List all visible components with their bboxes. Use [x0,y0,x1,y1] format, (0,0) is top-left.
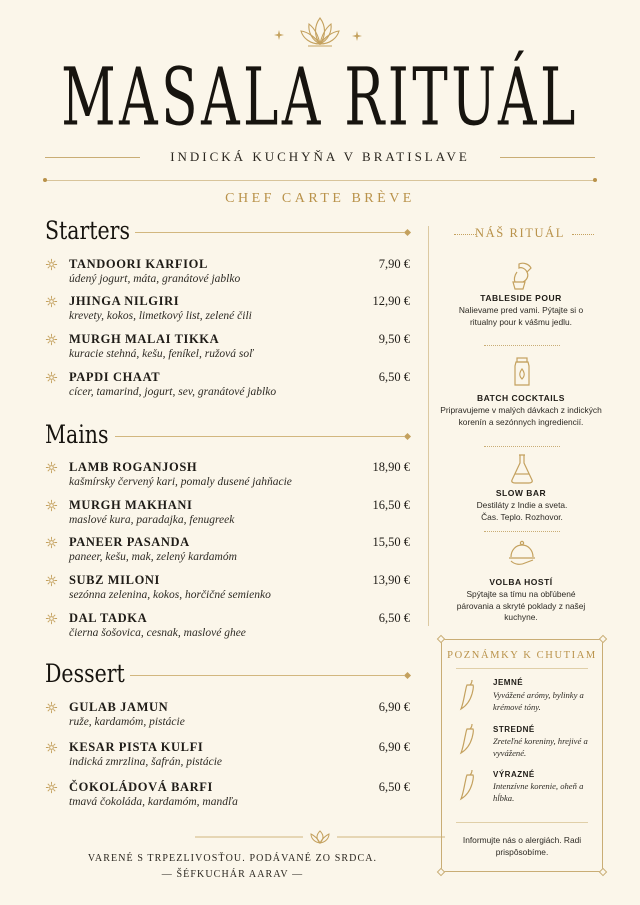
item-description: ruže, kardamóm, pistácie [69,716,185,728]
flask-icon [505,452,539,486]
menu-item [45,781,410,815]
item-name: DAL TADKA [69,611,148,625]
flower-icon [45,499,58,512]
chili-icon [458,768,480,802]
carte-label: CHEF CARTE BRÈVE [225,191,415,206]
ritual-item-description: Spýtajte sa tímu na obľúbené párovania a skryté poklady z našej kuchyne. [456,589,586,622]
item-name: KESAR PISTA KULFI [69,740,204,754]
lotus-icon [298,14,342,50]
flower-icon [45,258,58,271]
item-description: čierna šošovica, cesnak, maslové ghee [69,627,246,639]
header-divider [45,180,595,181]
item-price: 15,50 € [372,535,410,549]
sparkle-icon [352,31,362,41]
item-name: TANDOORI KARFIOL [69,257,208,271]
section-title: Mains [45,420,109,449]
chili-icon [458,678,480,712]
item-name: LAMB ROGANJOSH [69,460,198,474]
ritual-item-title: TABLESIDE POUR [480,293,562,303]
item-price: 6,50 € [378,370,410,384]
item-price: 13,90 € [372,573,410,587]
item-name: MURGH MALAI TIKKA [69,332,220,346]
section-title: Starters [45,216,130,245]
item-description: kuracie stehná, kešu, feníkel, ružová soľ [69,348,254,360]
flavor-notes-box [441,639,603,872]
item-price: 7,90 € [378,257,410,271]
item-price: 6,90 € [378,740,410,754]
section-header-starters [45,216,410,250]
menu-item [45,536,410,570]
notes-title: POZNÁMKY K CHUTIAM [447,650,597,661]
flower-icon [45,536,58,549]
menu-item [45,295,410,329]
flower-icon [45,295,58,308]
menu-item [45,701,410,735]
menu-item [45,574,410,608]
flower-icon [45,371,58,384]
chili-icon [458,722,480,756]
ritual-item-description: Pripravujeme v malých dávkach z indických korenín a sezónnych ingrediencií. [440,405,602,427]
ritual-separator [484,446,560,447]
ritual-item-title: BATCH COCKTAILS [477,393,565,403]
flower-icon [45,701,58,714]
item-name: MURGH MAKHANI [69,498,193,512]
item-description: údený jogurt, máta, granátové jablko [69,273,241,285]
flower-icon [45,333,58,346]
item-description: kašmírsky červený kari, pomaly dusené jahňacie [69,476,292,488]
flower-icon [45,612,58,625]
item-description: paneer, kešu, mak, zelený kardamóm [69,551,237,563]
notes-level-description: Vyvážené arómy, bylinky a krémové tóny. [493,690,584,712]
teapot-pour-icon [505,258,539,292]
flower-icon [45,461,58,474]
ritual-title: NÁŠ RITUÁL [475,226,565,240]
jar-icon [505,355,539,389]
notes-level-title: VÝRAZNÉ [493,770,535,779]
item-price: 12,90 € [372,294,410,308]
ritual-separator [484,345,560,346]
sparkle-icon [274,30,284,40]
divider-dot [43,178,47,182]
notes-level-description: Zreteľné koreniny, hrejivé a vyvážené. [493,736,588,758]
column-divider [428,226,429,626]
item-name: ČOKOLÁDOVÁ BARFI [69,780,213,794]
menu-item [45,258,410,292]
item-description: krevety, kokos, limetkový list, zelené čili [69,310,252,322]
allergy-note: Informujte nás o alergiách. Radi prispôsobíme. [462,835,582,857]
item-price: 18,90 € [372,460,410,474]
menu-item [45,741,410,775]
ritual-item-description: Destiláty z Indie a sveta. Čas. Teplo. Rozhovor. [476,500,568,522]
ritual-separator [484,531,560,532]
subtitle-row [45,148,595,168]
item-price: 6,50 € [378,780,410,794]
item-description: maslové kura, paradajka, fenugreek [69,514,235,526]
flower-icon [45,574,58,587]
item-description: sezónna zelenina, kokos, horčičné semienko [69,589,271,601]
item-description: indická zmrzlina, šafrán, pistácie [69,756,223,768]
menu-item [45,371,410,405]
menu-item [45,612,410,646]
notes-level-title: STREDNÉ [493,725,535,734]
ritual-item-title: SLOW BAR [495,488,547,498]
notes-level-description: Intenzívne korenie, oheň a hĺbka. [493,781,584,803]
menu-item [45,333,410,367]
ritual-heading [440,226,600,244]
notes-level-title: JEMNÉ [493,678,524,687]
ritual-item-title: VOLBA HOSTÍ [489,577,553,587]
item-price: 6,90 € [378,700,410,714]
footer-signature: — ŠÉFKUCHÁR AARAV — [161,869,304,880]
restaurant-title: MASALA RITUÁL [61,50,579,144]
flower-icon [45,741,58,754]
item-price: 6,50 € [378,611,410,625]
item-name: SUBZ MILONI [69,573,160,587]
section-header-mains [45,420,410,454]
serving-cloche-icon [505,537,539,571]
menu-item [45,499,410,533]
item-description: tmavá čokoláda, kardamóm, mandľa [69,796,238,808]
footer-ornament [195,830,445,844]
menu-item [45,461,410,495]
item-price: 16,50 € [372,498,410,512]
section-title: Dessert [45,659,125,688]
divider-dot [593,178,597,182]
item-name: PANEER PASANDA [69,535,190,549]
ritual-item-description: Nalievame pred vami. Pýtajte si o ritualny pour k vášmu jedlu. [458,305,584,327]
item-name: GULAB JAMUN [69,700,169,714]
item-description: cícer, tamarind, jogurt, sev, granátové jablko [69,386,277,398]
item-price: 9,50 € [378,332,410,346]
footer-motto: VARENÉ S TRPEZLIVOSŤOU. PODÁVANÉ ZO SRDCA. [87,853,378,864]
item-name: PAPDI CHAAT [69,370,161,384]
section-header-dessert [45,659,410,693]
item-name: JHINGA NILGIRI [69,294,180,308]
flower-icon [45,781,58,794]
subtitle: INDICKÁ KUCHYŇA V BRATISLAVE [170,149,470,164]
